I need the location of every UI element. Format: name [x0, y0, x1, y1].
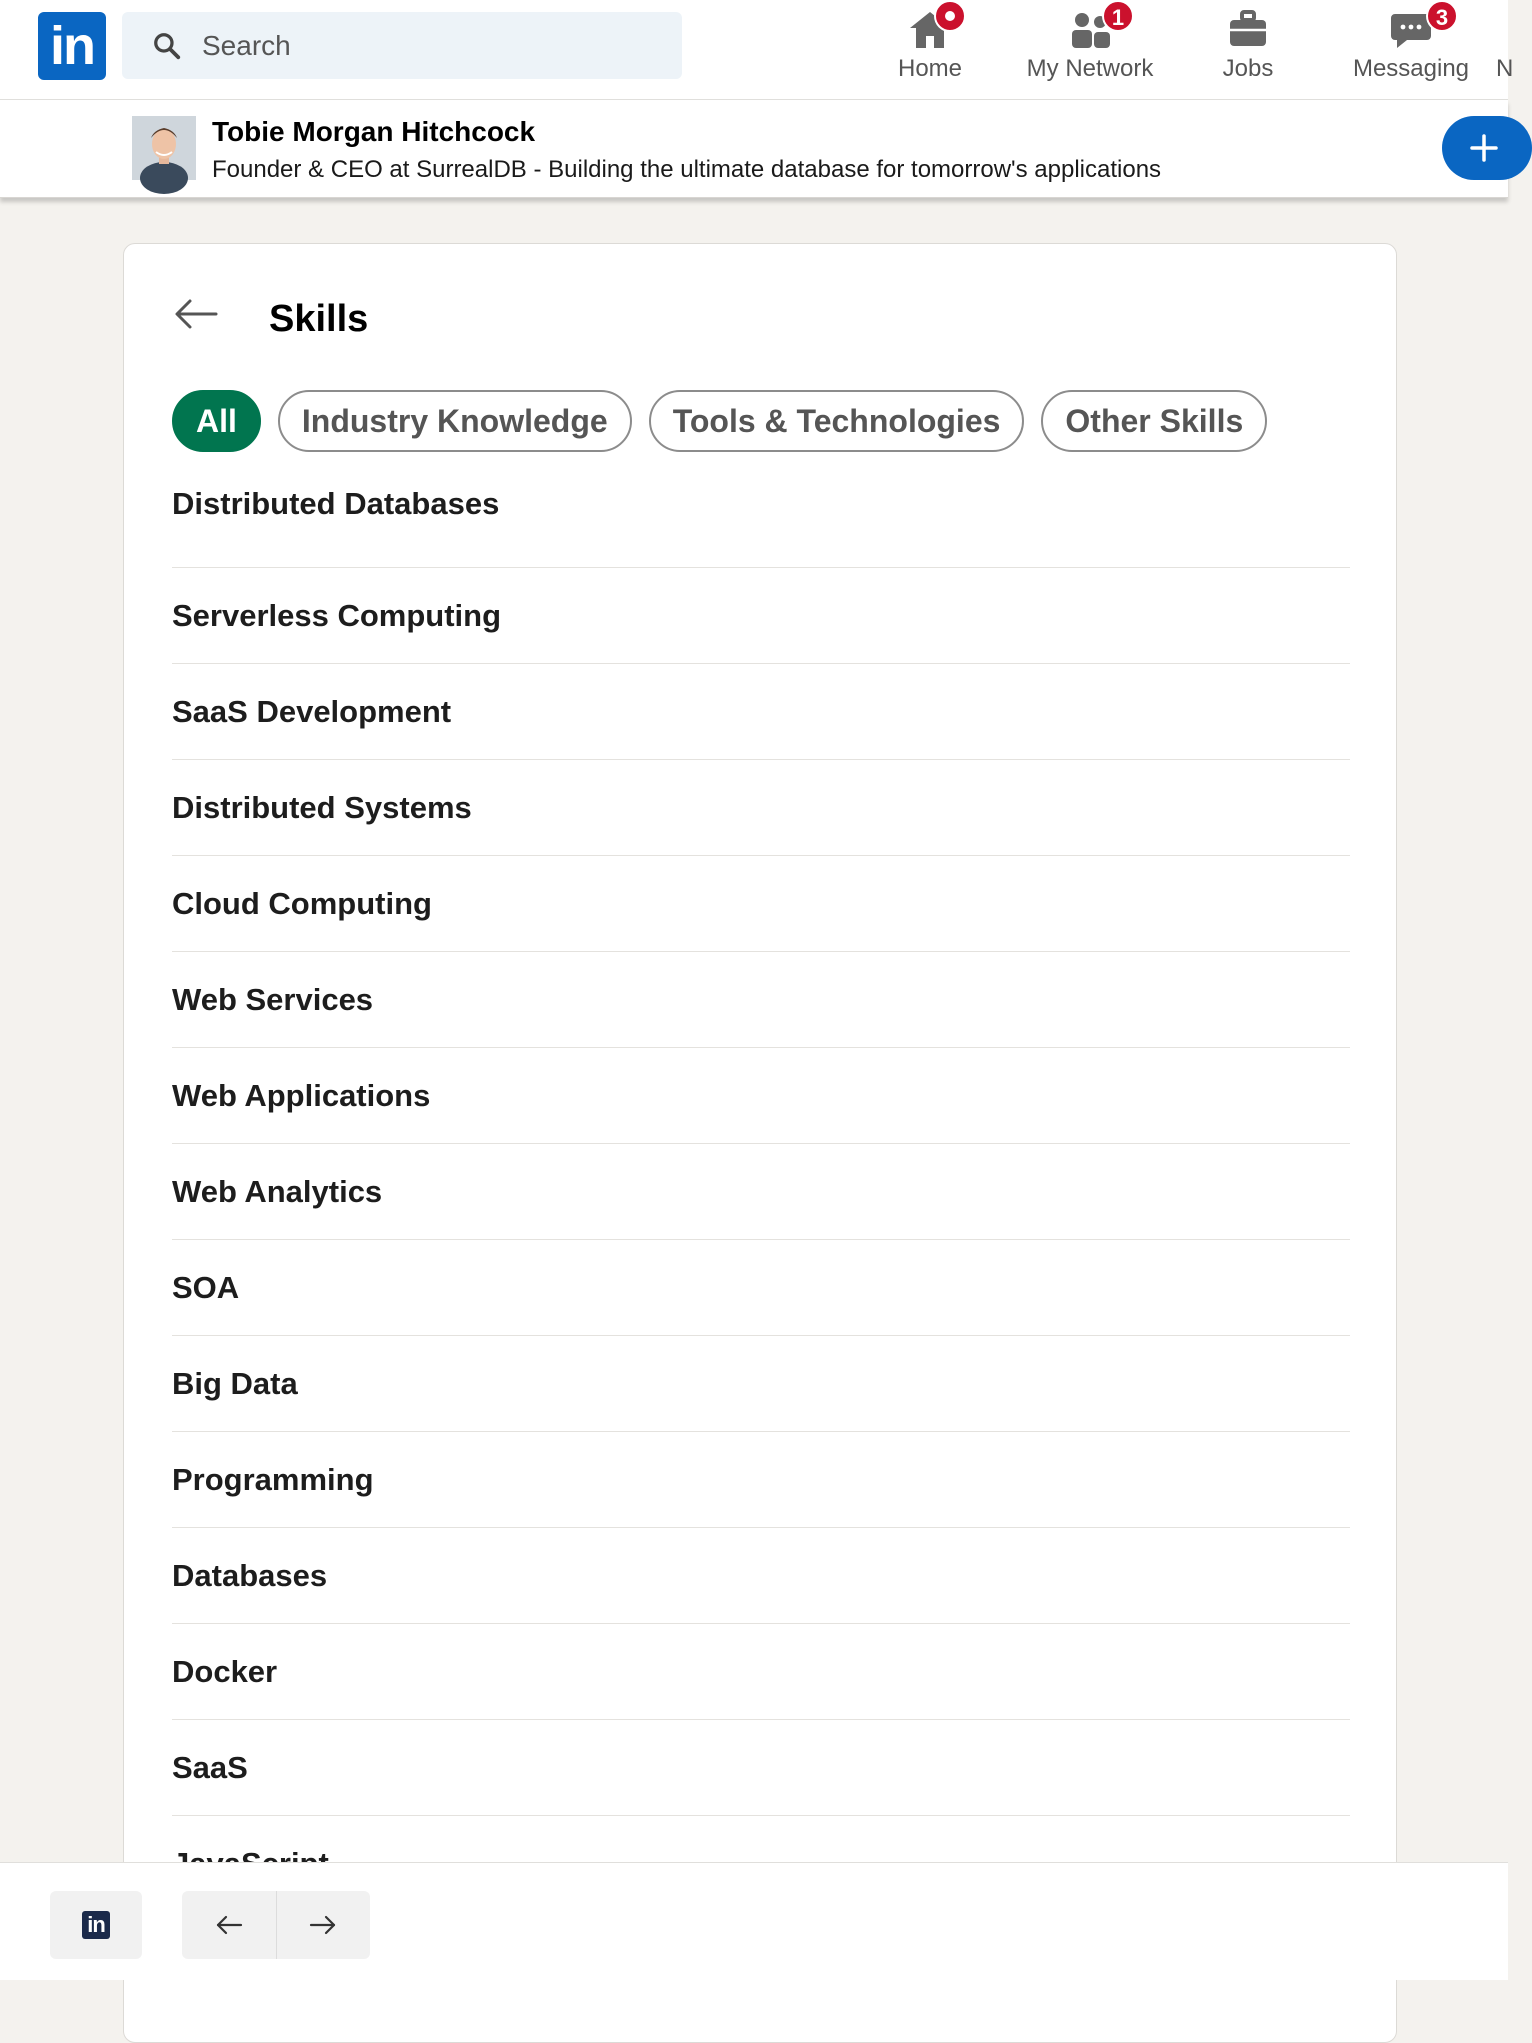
- skill-item[interactable]: Programming: [172, 1432, 1350, 1528]
- skill-item[interactable]: Big Data: [172, 1336, 1350, 1432]
- skill-item[interactable]: Web Applications: [172, 1048, 1350, 1144]
- bottom-app-bar: [0, 1862, 1508, 1980]
- skill-filter-tabs: [172, 390, 1267, 452]
- profile-headline: Founder & CEO at SurrealDB - Building the ultimate database for tomorrow's applications: [212, 156, 1162, 183]
- search-icon: [152, 31, 182, 61]
- nav-notifications-truncated[interactable]: N: [1496, 55, 1514, 82]
- avatar[interactable]: [132, 116, 196, 180]
- bottom-linkedin-button[interactable]: [50, 1891, 142, 1959]
- filter-tools-technologies[interactable]: Tools & Technologies: [649, 390, 1025, 452]
- skill-item[interactable]: Cloud Computing: [172, 856, 1350, 952]
- search-box[interactable]: [122, 12, 682, 79]
- nav-home[interactable]: [880, 0, 980, 100]
- skill-item[interactable]: SaaS Development: [172, 664, 1350, 760]
- skills-card: [123, 243, 1397, 2043]
- profile-name: Tobie Morgan Hitchcock: [212, 116, 536, 147]
- messaging-badge: 3: [1426, 0, 1458, 32]
- skill-item[interactable]: SaaS: [172, 1720, 1350, 1816]
- nav-jobs-label: Jobs: [1222, 55, 1274, 82]
- back-arrow-icon[interactable]: [172, 296, 220, 332]
- back-button[interactable]: [182, 1891, 276, 1959]
- filter-other-skills[interactable]: Other Skills: [1041, 390, 1267, 452]
- skill-item[interactable]: Web Services: [172, 952, 1350, 1048]
- profile-sticky-bar: [0, 100, 1508, 198]
- nav-my-network-label: My Network: [1026, 55, 1154, 82]
- skill-item[interactable]: Distributed Systems: [172, 760, 1350, 856]
- filter-industry-knowledge[interactable]: Industry Knowledge: [278, 390, 632, 452]
- arrow-right-icon: [309, 1913, 337, 1937]
- skills-list: [172, 472, 1350, 1912]
- plus-icon: [1470, 134, 1498, 162]
- top-nav: [0, 0, 1514, 100]
- add-profile-section-button[interactable]: [1442, 116, 1532, 180]
- skill-item[interactable]: Docker: [172, 1624, 1350, 1720]
- nav-messaging[interactable]: [1338, 0, 1484, 100]
- skill-item[interactable]: Serverless Computing: [172, 568, 1350, 664]
- forward-button[interactable]: [276, 1891, 370, 1959]
- arrow-left-icon: [215, 1913, 243, 1937]
- search-input[interactable]: [202, 12, 662, 79]
- network-badge: 1: [1102, 0, 1134, 32]
- nav-my-network[interactable]: [1010, 0, 1170, 100]
- linkedin-small-logo: in: [82, 1911, 110, 1939]
- notification-dot: [934, 0, 966, 32]
- page-title: Skills: [269, 298, 369, 340]
- skill-item[interactable]: SOA: [172, 1240, 1350, 1336]
- nav-home-label: Home: [897, 55, 963, 82]
- avatar-photo: [132, 116, 196, 180]
- history-navigation: [182, 1891, 370, 1959]
- nav-jobs[interactable]: [1200, 0, 1296, 100]
- nav-messaging-label: Messaging: [1352, 55, 1470, 82]
- linkedin-logo[interactable]: in: [38, 12, 106, 80]
- skill-item[interactable]: Databases: [172, 1528, 1350, 1624]
- briefcase-icon: [1224, 6, 1272, 54]
- skill-item[interactable]: Web Analytics: [172, 1144, 1350, 1240]
- filter-all[interactable]: All: [172, 390, 261, 452]
- skill-item[interactable]: Distributed Databases: [172, 472, 1350, 568]
